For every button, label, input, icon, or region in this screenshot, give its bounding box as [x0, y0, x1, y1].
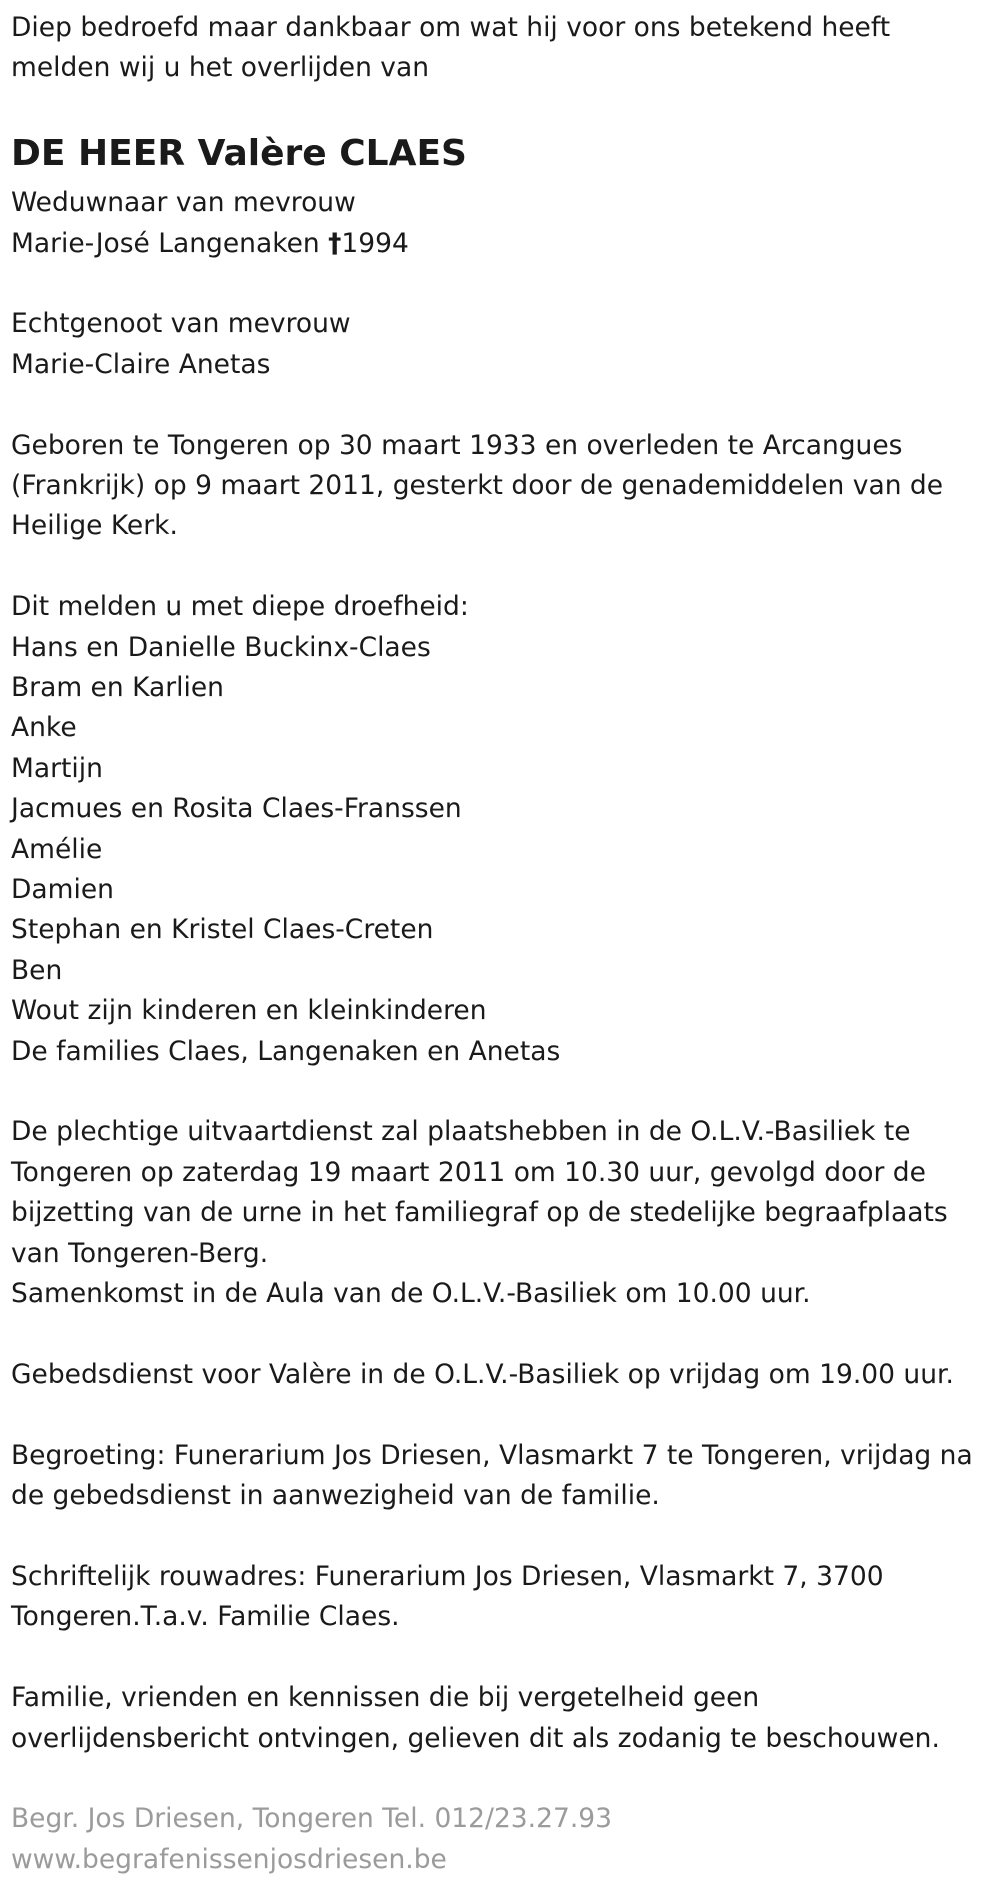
birth-death-line-1: Geboren te Tongeren op 30 maart 1933 en overleden te Arcangues — [11, 429, 903, 461]
closing-line-2: overlijdensbericht ontvingen, gelieven dit als zodanig te beschouwen. — [11, 1722, 940, 1754]
birth-death-block — [11, 426, 996, 547]
mourner-name: Jacmues en Rosita Claes-Franssen — [11, 793, 462, 825]
spacer — [11, 1759, 996, 1799]
mourner-name: Ben — [11, 954, 63, 986]
widower-death-year: 1994 — [341, 227, 409, 259]
funeral-home-footer — [11, 1799, 996, 1880]
birth-death-line-2: (Frankrijk) op 9 maart 2011, gesterkt door de genademiddelen van de — [11, 470, 944, 502]
mourner-name: Hans en Danielle Buckinx-Claes — [11, 631, 431, 663]
service-line-1: De plechtige uitvaartdienst zal plaatshebben in de O.L.V.-Basiliek te — [11, 1116, 911, 1148]
spacer — [11, 1072, 996, 1112]
mourners-heading: Dit melden u met diepe droefheid: — [11, 591, 469, 623]
spacer — [11, 1395, 996, 1435]
mourner-name: Amélie — [11, 833, 103, 865]
mourner-name: Damien — [11, 874, 114, 906]
funeral-home-website: www.begrafenissenjosdriesen.be — [11, 1843, 447, 1875]
spacer — [11, 1315, 996, 1355]
service-line-5: Samenkomst in de Aula van de O.L.V.-Basiliek om 10.00 uur. — [11, 1278, 811, 1310]
mourner-name: Anke — [11, 712, 77, 744]
greeting-block — [11, 1436, 996, 1517]
spacer — [11, 89, 996, 129]
widower-block — [11, 183, 996, 264]
mourner-name: Martijn — [11, 752, 103, 784]
spouse-block — [11, 304, 996, 385]
widower-late-wife-name: Marie-José Langenaken — [11, 227, 329, 259]
service-line-4: van Tongeren-Berg. — [11, 1237, 269, 1269]
prayer-line-1: Gebedsdienst voor Valère in de O.L.V.-Basiliek op vrijdag om 19.00 uur. — [11, 1358, 954, 1390]
greeting-line-2: de gebedsdienst in aanwezigheid van de familie. — [11, 1480, 660, 1512]
intro-block — [11, 8, 996, 89]
mourners-block — [11, 587, 996, 1072]
spouse-line-1: Echtgenoot van mevrouw — [11, 308, 351, 340]
closing-block — [11, 1678, 996, 1759]
closing-line-1: Familie, vrienden en kennissen die bij vergetelheid geen — [11, 1682, 760, 1714]
widower-line-2 — [11, 224, 996, 264]
prayer-block — [11, 1355, 996, 1395]
spacer — [11, 264, 996, 304]
mourner-name: Bram en Karlien — [11, 672, 224, 704]
birth-death-line-3: Heilige Kerk. — [11, 510, 178, 542]
spacer — [11, 547, 996, 587]
mourner-name: Wout zijn kinderen en kleinkinderen — [11, 995, 487, 1027]
spacer — [11, 1638, 996, 1678]
address-block — [11, 1557, 996, 1638]
service-line-3: bijzetting van de urne in het familiegraf op de stedelijke begraafplaats — [11, 1197, 948, 1229]
service-line-2: Tongeren op zaterdag 19 maart 2011 om 10.30 uur, gevolgd door de — [11, 1156, 926, 1188]
spouse-line-2: Marie-Claire Anetas — [11, 348, 271, 380]
spacer — [11, 1517, 996, 1557]
intro-line-1: Diep bedroefd maar dankbaar om wat hij voor ons betekend heeft — [11, 12, 891, 43]
cross-icon: † — [328, 227, 342, 259]
intro-line-2: melden wij u het overlijden van — [11, 52, 430, 84]
funeral-home-contact: Begr. Jos Driesen, Tongeren Tel. 012/23.27.93 — [11, 1803, 612, 1835]
greeting-line-1: Begroeting: Funerarium Jos Driesen, Vlasmarkt 7 te Tongeren, vrijdag na — [11, 1439, 973, 1471]
service-block — [11, 1112, 996, 1314]
address-line-2: Tongeren.T.a.v. Familie Claes. — [11, 1601, 400, 1633]
mourner-name: Stephan en Kristel Claes-Creten — [11, 914, 434, 946]
widower-line-1: Weduwnaar van mevrouw — [11, 187, 356, 219]
address-line-1: Schriftelijk rouwadres: Funerarium Jos Driesen, Vlasmarkt 7, 3700 — [11, 1560, 884, 1592]
spacer — [11, 385, 996, 425]
mourner-name: De families Claes, Langenaken en Anetas — [11, 1035, 561, 1067]
deceased-name: DE HEER Valère CLAES — [11, 133, 467, 175]
